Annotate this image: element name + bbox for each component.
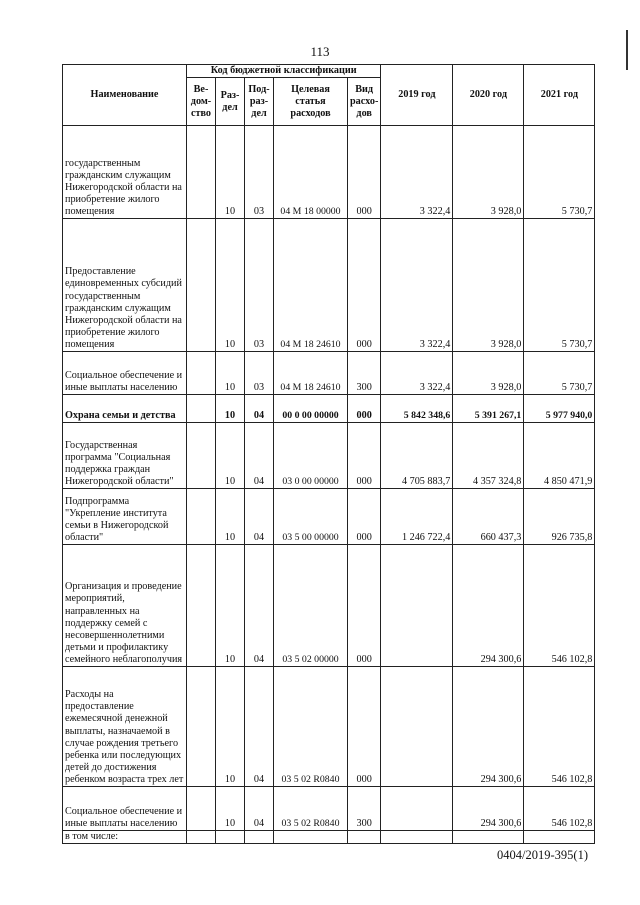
header-budget-classification: Код бюджетной классификации [187,65,381,78]
page-number: 113 [310,44,330,59]
table-row: Расходы на предоставление ежемесячной денежной выплаты, назначаемой в случае рождения третьего ребенка или последующих детей до достижения ребенком возраста трех лет 10 04 03 5 02 R0840 000 294 300,6 546 102,8 [63,667,595,787]
table-row: государственным гражданским служащим Нижегородской области на приобретение жилого помещения 10 03 04 М 18 00000 000 3 322,4 3 928,0 5 730,7 [63,126,595,219]
table-row: Предоставление единовременных субсидий государственным гражданским служащим Нижегородской области на приобретение жилого помещения 10 03 04 М 18 24610 000 3 322,4 3 928,0 5 730,7 [63,219,595,352]
header-2021: 2021 год [524,65,595,126]
table-row: Социальное обеспечение и иные выплаты населению 10 04 03 5 02 R0840 300 294 300,6 546 102,8 [63,787,595,831]
header-2019: 2019 год [381,65,453,126]
header-2020: 2020 год [453,65,524,126]
table-row: Государственная программа "Социальная поддержка граждан Нижегородской области" 10 04 03 0 00 00000 000 4 705 883,7 4 357 324,8 4 850 471,9 [63,423,595,489]
budget-table [62,64,595,844]
document-code: 0404/2019-395(1) [497,848,588,862]
header-expense-type: Вид расхо- дов [348,78,381,126]
table-row: в том числе: [63,831,595,844]
header-vedomstvo: Ве- дом- ство [187,78,216,126]
table-row: Охрана семьи и детства 10 04 00 0 00 00000 000 5 842 348,6 5 391 267,1 5 977 940,0 [63,395,595,423]
header-podrazdel: Под- раз- дел [245,78,274,126]
table-row: Подпрограмма "Укрепление института семьи в Нижегородской области" 10 04 03 5 00 00000 000 1 246 722,4 660 437,3 926 735,8 [63,489,595,545]
header-name: Наименование [63,65,187,126]
table-row: Социальное обеспечение и иные выплаты населению 10 03 04 М 18 24610 300 3 322,4 3 928,0 5 730,7 [63,352,595,395]
header-target-article: Целевая статья расходов [274,78,348,126]
table-row: Организация и проведение мероприятий, направленных на поддержку семей с несовершеннолетними детьми и профилактику семейного неблагополучия 10 04 03 5 02 00000 000 294 300,6 546 102,8 [63,545,595,667]
header-razdel: Раз- дел [216,78,245,126]
